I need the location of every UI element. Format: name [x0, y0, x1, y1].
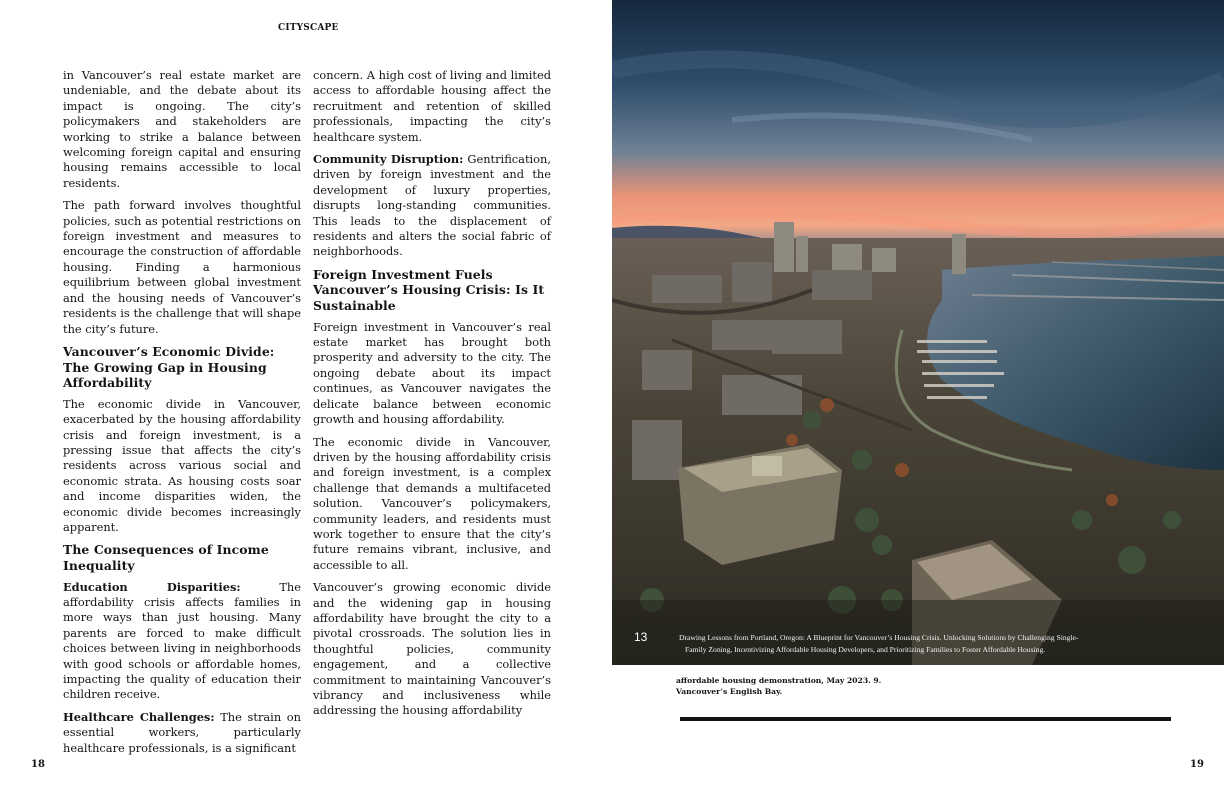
paragraph: The path forward involves thoughtful policies, such as potential restrictions on foreign investment and measures to encourage the construction of affordable housing. Finding a harmonious equilibrium between global investment and the housing needs of Vancouver’s residents is the challenge that will shape the city’s future.	[63, 198, 301, 336]
sub-caption: affordable housing demonstration, May 2023. 9. Vancouver’s English Bay.	[676, 676, 882, 696]
paragraph: in Vancouver’s real estate market are undeniable, and the debate about its impact is ongoing. The city’s policymakers and stakeholders are working to strike a balance between welcoming foreign capital and ensuring housing remains accessible to local residents.	[63, 68, 301, 190]
section-heading: Foreign Investment Fuels Vancouver’s Housing Crisis: Is It Sustainable	[313, 266, 545, 314]
paragraph-lead: Education Disparities:	[63, 579, 241, 594]
paragraph-body: The strain on essential workers, particularly healthcare professionals, is a significant	[63, 709, 302, 755]
paragraph-lead: Community Disruption:	[313, 152, 464, 167]
paragraph: concern. A high cost of living and limited access to affordable housing affect the recruitment and retention of skilled professionals, impacting the city’s healthcare system.	[313, 68, 551, 144]
paragraph	[63, 580, 301, 703]
photo-caption	[679, 632, 1201, 656]
paragraph: The economic divide in Vancouver, driven by the housing affordability crisis and foreign investment, is a complex challenge that demands a multifaceted solution. Vancouver’s policymakers, community leaders, and residents must work together to ensure that the city’s future remains vibrant, inclusive, and accessible to all.	[313, 434, 551, 572]
caption-line: Drawing Lessons from Portland, Oregon: A Blueprint for Vancouver’s Housing Crisis. Unlocking Solutions by Challenging Single-	[679, 633, 1079, 642]
caption-line: Family Zoning, Incentivizing Affordable Housing Developers, and Prioritizing Families to Foster Affordable Housing.	[685, 645, 1046, 654]
paragraph-lead: Healthcare Challenges:	[63, 709, 215, 724]
section-heading: Vancouver’s Economic Divide: The Growing Gap in Housing Affordability	[63, 343, 275, 391]
paragraph: Vancouver’s growing economic divide and the widening gap in housing affordability have brought the city to a pivotal crossroads. The solution lies in thoughtful policies, community engagement, and a collective commitment to maintaining Vancouver’s vibrancy and inclusiveness while addressing the housing affordability	[313, 580, 551, 718]
paragraph: The economic divide in Vancouver, exacerbated by the housing affordability crisis and foreign investment, is a pressing issue that affects the city’s residents across various social and economic strata. As housing costs soar and income disparities widen, the economic divide becomes increasingly apparent.	[63, 396, 301, 534]
paragraph	[313, 152, 551, 260]
page-number-left: 18	[31, 759, 45, 770]
left-column	[63, 68, 301, 763]
paragraph-body: The affordability crisis affects families in more ways than just housing. Many parents are forced to make difficult choices between living in neighborhoods with good schools or affordable homes, impacting the quality of education their children receive.	[63, 579, 301, 702]
city-aerial-photo	[612, 0, 1224, 665]
figure-number: 13	[634, 630, 648, 644]
divider-rule	[680, 717, 1171, 721]
right-column	[313, 68, 551, 726]
running-head: CITYSCAPE	[278, 23, 339, 33]
paragraph-body: Gentrification, driven by foreign investment and the development of luxury properties, disrupts long-standing communities. This leads to the displacement of residents and alters the social fabric of neighborhoods.	[313, 152, 551, 259]
paragraph: Foreign investment in Vancouver’s real estate market has brought both prosperity and adversity to the city. The ongoing debate about its impact continues, as Vancouver navigates the delicate balance between economic growth and housing affordability.	[313, 319, 551, 427]
page-number-right: 19	[1190, 759, 1204, 770]
section-heading: The Consequences of Income Inequality	[63, 542, 269, 573]
paragraph	[63, 710, 301, 756]
